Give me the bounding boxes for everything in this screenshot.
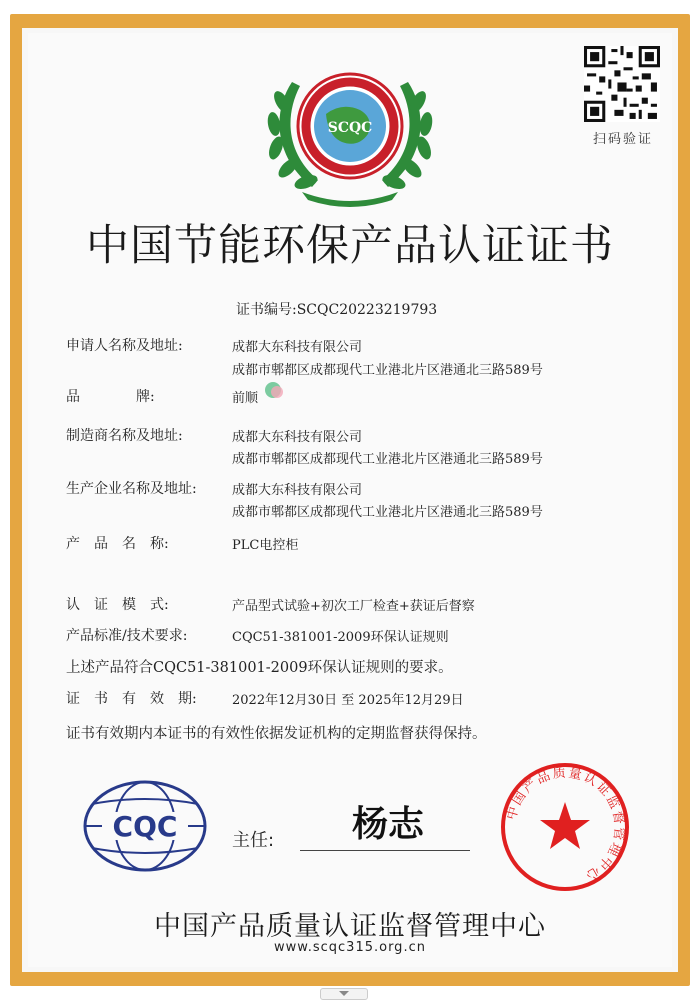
brand-label: 品 牌:: [66, 389, 155, 405]
signature-line: [300, 850, 470, 851]
standard-label: 产品标准/技术要求:: [66, 628, 188, 644]
qr-caption: 扫码验证: [592, 132, 653, 147]
product-label: 产 品 名 称:: [66, 536, 169, 552]
producer-name: 成都大东科技有限公司: [232, 483, 363, 498]
certificate-title: 中国节能环保产品认证证书: [86, 221, 614, 271]
product-value: PLC电控柜: [232, 538, 299, 553]
validity-label: 证 书 有 效 期:: [66, 691, 197, 707]
brand-value: 前顺: [232, 391, 259, 406]
emblem-center-text: SCQC: [327, 120, 373, 136]
issuing-organization: 中国产品质量认证监督管理中心: [154, 911, 546, 942]
manufacturer-name: 成都大东科技有限公司: [232, 430, 363, 445]
cqc-logo: [80, 776, 210, 876]
scqc-emblem: [262, 62, 438, 210]
producer-label: 生产企业名称及地址:: [66, 481, 197, 497]
mode-label: 认 证 模 式:: [66, 597, 169, 613]
conformity-statement: 上述产品符合CQC51-381001-2009环保认证规则的要求。: [66, 660, 453, 676]
validity-value: 2022年12月30日 至 2025年12月29日: [232, 693, 464, 708]
svg-text:杨志: 杨志: [351, 803, 425, 845]
cqc-logo-text: CQC: [112, 810, 178, 843]
producer-address: 成都市郫都区成都现代工业港北片区港通北三路589号: [232, 505, 543, 520]
certificate-number: [236, 299, 437, 319]
manufacturer-label: 制造商名称及地址:: [66, 428, 183, 444]
standard-value: CQC51-381001-2009环保认证规则: [232, 630, 449, 645]
svg-text:中国产品质量认证监督管理中心: 中国产品质量认证监督管理中心: [504, 765, 627, 884]
chevron-down-icon: [339, 991, 349, 996]
certificate-number-value: SCQC20223219793: [296, 302, 438, 318]
official-seal: [498, 760, 632, 894]
mode-value: 产品型式试验+初次工厂检查+获证后督察: [232, 599, 475, 614]
director-label: 主任:: [232, 830, 275, 851]
scroll-down-button[interactable]: [320, 988, 368, 1000]
certificate-number-label: 证书编号:: [236, 302, 297, 318]
brand-logo-icon: [262, 380, 288, 406]
qr-code[interactable]: [584, 46, 660, 122]
applicant-address: 成都市郫都区成都现代工业港北片区港通北三路589号: [232, 363, 543, 378]
applicant-name: 成都大东科技有限公司: [232, 340, 363, 355]
applicant-label: 申请人名称及地址:: [66, 338, 183, 354]
manufacturer-address: 成都市郫都区成都现代工业港北片区港通北三路589号: [232, 452, 543, 467]
website-url[interactable]: www.scqc315.org.cn: [274, 940, 426, 955]
director-signature: [318, 792, 458, 852]
validity-note: 证书有效期内本证书的有效性依据发证机构的定期监督获得保持。: [66, 726, 487, 742]
